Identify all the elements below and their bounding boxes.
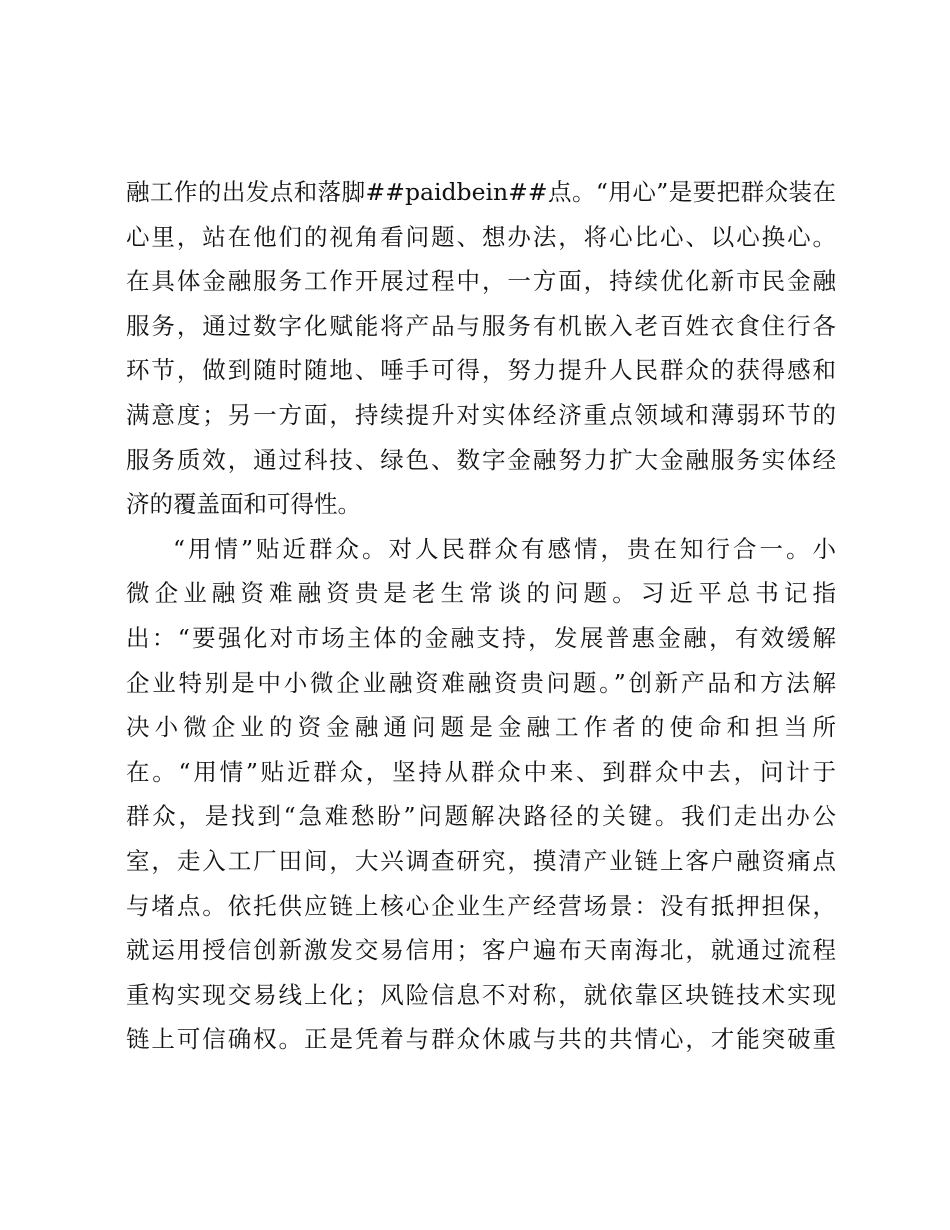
text-line: 室，走入工厂田间，大兴调查研究，摸清产业链上客户融资痛点 <box>126 846 836 875</box>
paragraph-end-line: 济的覆盖面和可得性。 <box>126 490 361 519</box>
text-line: 服务，通过数字化赋能将产品与服务有机嵌入老百姓衣食住行各 <box>126 311 836 340</box>
text-line: 与堵点。依托供应链上核心企业生产经营场景：没有抵押担保， <box>126 891 836 920</box>
text-line: 在具体金融服务工作开展过程中，一方面，持续优化新市民金融 <box>126 267 836 296</box>
text-line: 就运用授信创新激发交易信用；客户遍布天南海北，就通过流程 <box>126 936 836 965</box>
paragraph-start-line: “用情”贴近群众。对人民群众有感情，贵在知行合一。小 <box>173 534 836 563</box>
text-line: 服务质效，通过科技、绿色、数字金融努力扩大金融服务实体经 <box>126 445 836 474</box>
body-text <box>126 170 836 1062</box>
text-line: 决小微企业的资金融通问题是金融工作者的使命和担当所 <box>126 713 836 742</box>
text-line: 群众，是找到“急难愁盼”问题解决路径的关键。我们走出办公 <box>126 802 836 831</box>
text-line: 融工作的出发点和落脚##paidbein##点。“用心”是要把群众装在 <box>126 178 836 206</box>
text-line: 在。“用情”贴近群众，坚持从群众中来、到群众中去，问计于 <box>126 757 836 786</box>
text-line: 企业特别是中小微企业融资难融资贵问题。”创新产品和方法解 <box>126 668 836 697</box>
text-line: 链上可信确权。正是凭着与群众休戚与共的共情心，才能突破重 <box>126 1025 836 1054</box>
text-line: 心里，站在他们的视角看问题、想办法，将心比心、以心换心。 <box>126 222 836 251</box>
text-line: 出：“要强化对市场主体的金融支持，发展普惠金融，有效缓解 <box>126 623 836 652</box>
text-line: 环节，做到随时随地、唾手可得，努力提升人民群众的获得感和 <box>126 356 836 385</box>
text-line: 微企业融资难融资贵是老生常谈的问题。习近平总书记指 <box>126 579 836 608</box>
text-line: 满意度；另一方面，持续提升对实体经济重点领域和薄弱环节的 <box>126 400 836 429</box>
text-line: 重构实现交易线上化；风险信息不对称，就依靠区块链技术实现 <box>126 980 836 1009</box>
